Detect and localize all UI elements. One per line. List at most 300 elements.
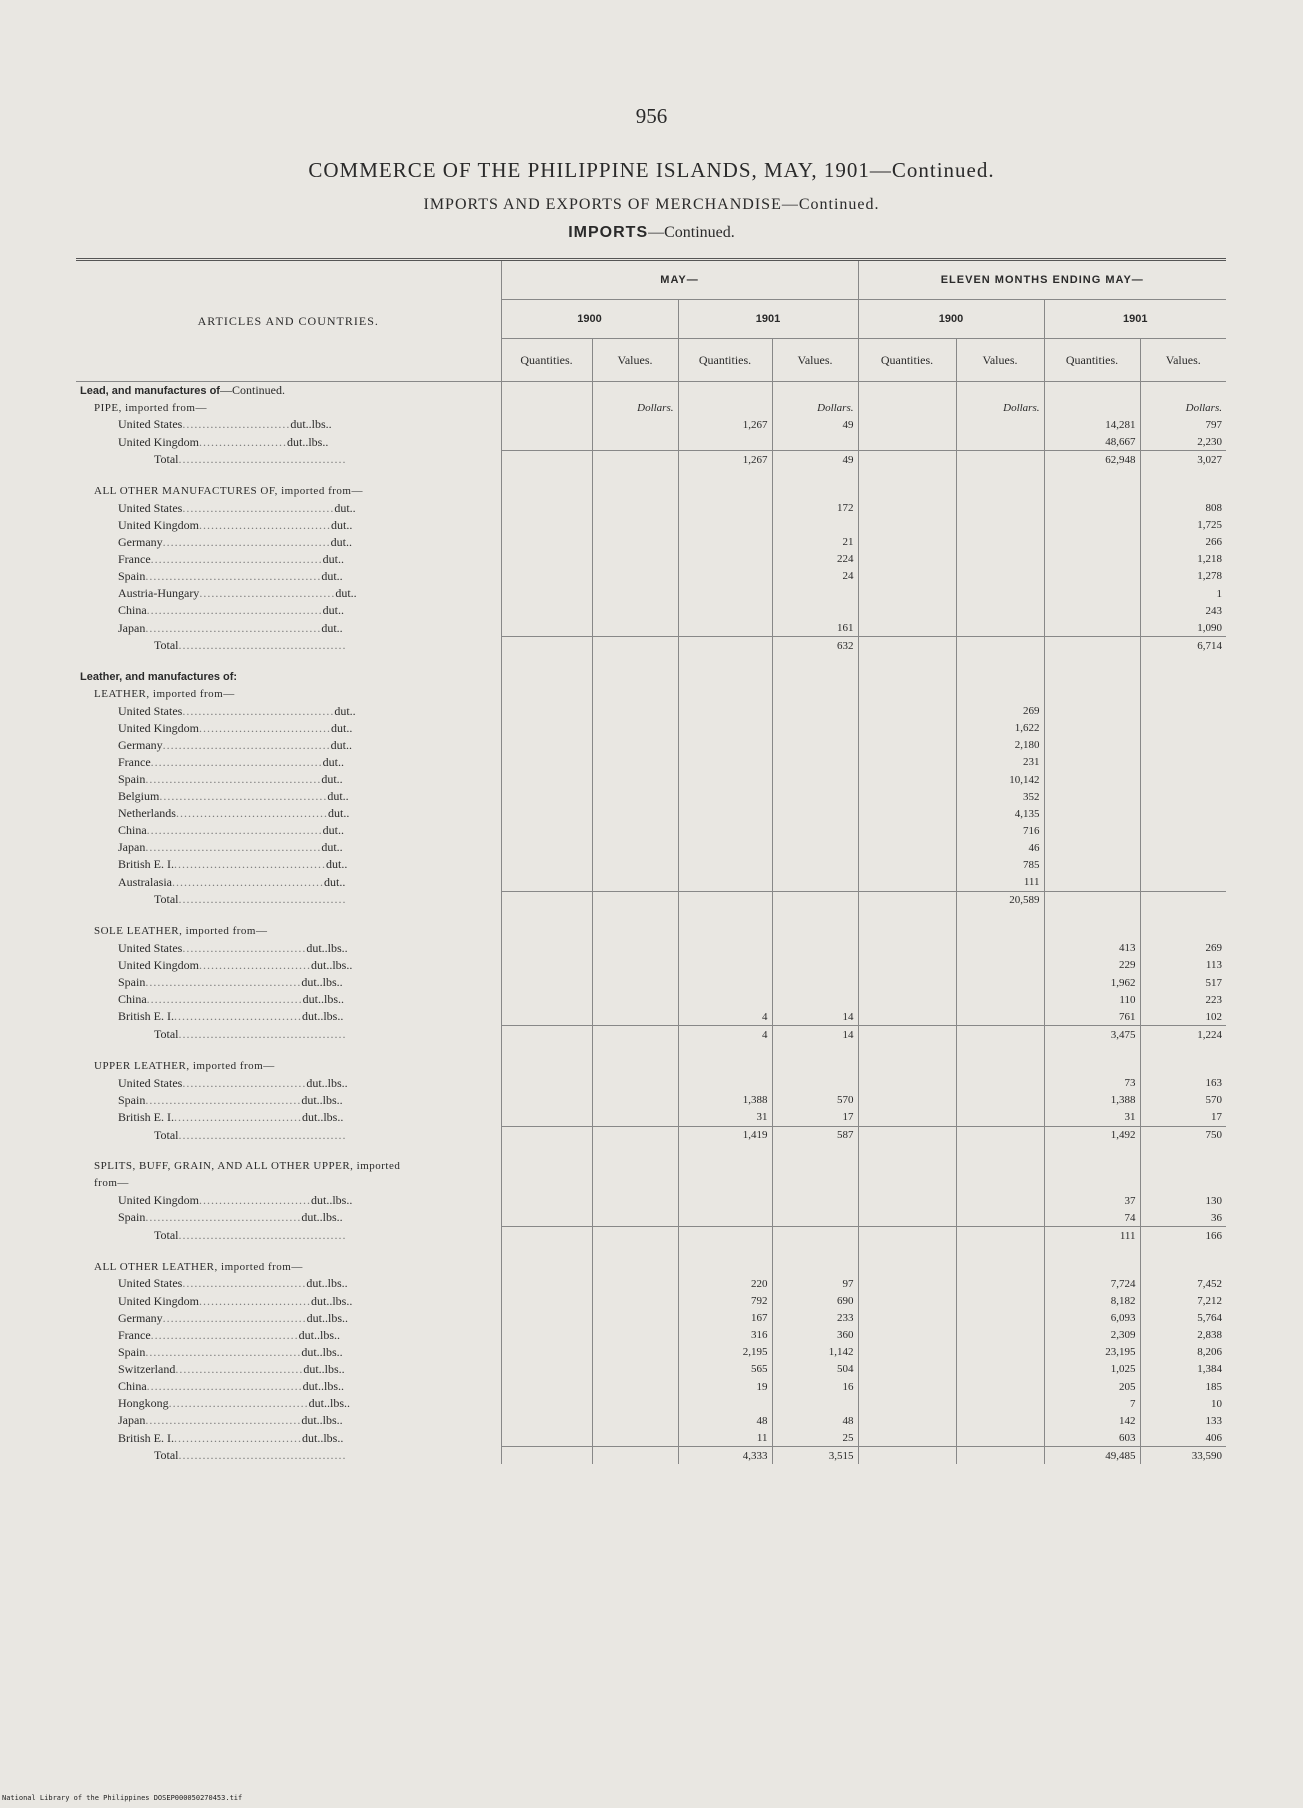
cell-eleven-1900-quantity [858, 788, 956, 805]
row-label-text: China [118, 992, 147, 1007]
row-label [76, 856, 501, 873]
cell-may-1900-value [592, 433, 678, 451]
cell-eleven-1901-value [1140, 856, 1226, 873]
cell-may-1900-quantity [501, 891, 592, 909]
cell-may-1901-value: 49 [772, 451, 858, 469]
header-may: MAY— [501, 261, 858, 300]
row-label [76, 957, 501, 974]
cell-eleven-1901-quantity [1044, 1158, 1140, 1175]
table-row [76, 451, 1226, 469]
cell-eleven-1900-value [956, 654, 1044, 668]
cell-may-1901-value: 172 [772, 500, 858, 517]
cell-eleven-1901-value: 185 [1205, 1380, 1222, 1393]
cell-may-1900-value [592, 382, 678, 400]
cell-may-1900-quantity [501, 602, 592, 619]
cell-may-1901-value [772, 788, 858, 805]
cell-eleven-1901-quantity: 49,485 [1044, 1447, 1140, 1465]
cell-eleven-1901-quantity [1044, 891, 1140, 909]
cell-may-1901-quantity [678, 517, 772, 534]
cell-may-1901-value [772, 1144, 858, 1158]
duty-unit: dut.. [322, 823, 345, 838]
leader-dots: ........................... [182, 417, 291, 432]
cell-eleven-1900-quantity [858, 1074, 956, 1091]
cell-eleven-1900-value [956, 534, 1044, 551]
row-label-text: ALL OTHER MANUFACTURES OF, imported from— [94, 485, 363, 498]
cell-may-1901-quantity [678, 534, 772, 551]
cell-eleven-1900-quantity [858, 1092, 956, 1109]
cell-eleven-1901-value: 266 [1205, 536, 1222, 549]
row-label [76, 551, 501, 568]
cell-eleven-1900-quantity [858, 1275, 956, 1292]
header-may-1901: 1901 [678, 300, 858, 339]
row-label [76, 399, 501, 416]
cell-may-1900-quantity [501, 1361, 592, 1378]
cell-may-1901-quantity [678, 619, 772, 637]
cell-eleven-1900-quantity [858, 500, 956, 517]
cell-eleven-1901-value: 113 [1205, 959, 1222, 972]
cell-eleven-1901-value [1140, 1057, 1226, 1074]
cell-eleven-1900-quantity [858, 822, 956, 839]
duty-unit: dut..lbs.. [302, 1009, 344, 1024]
row-label [76, 1126, 501, 1144]
cell-eleven-1901-value: 163 [1205, 1077, 1222, 1090]
cell-eleven-1900-quantity [858, 1412, 956, 1429]
row-label [76, 654, 501, 668]
cell-eleven-1900-value: Dollars. [956, 399, 1044, 416]
cell-eleven-1901-quantity: 31 [1044, 1109, 1140, 1127]
cell-eleven-1901-quantity [1044, 856, 1140, 873]
cell-may-1901-quantity [678, 923, 772, 940]
cell-may-1901-quantity [678, 754, 772, 771]
cell-eleven-1901-quantity [1044, 754, 1140, 771]
row-label-text: Austria-Hungary [118, 586, 200, 601]
duty-unit: dut..lbs.. [302, 1109, 344, 1124]
cell-eleven-1900-value: 352 [956, 788, 1044, 805]
cell-may-1900-quantity [501, 1327, 592, 1344]
cell-eleven-1900-value [956, 1293, 1044, 1310]
cell-eleven-1901-value [1140, 754, 1226, 771]
cell-eleven-1901-quantity: 205 [1044, 1378, 1140, 1395]
cell-eleven-1901-quantity [1044, 654, 1140, 668]
cell-eleven-1901-quantity: 1,962 [1044, 974, 1140, 991]
cell-eleven-1900-value [956, 991, 1044, 1008]
cell-eleven-1901-value [1140, 382, 1226, 400]
leader-dots: .......................................... [178, 1127, 347, 1142]
leader-dots: .......................................... [178, 1027, 347, 1042]
commerce-table [76, 261, 1226, 1464]
cell-may-1900-value [592, 1175, 678, 1192]
cell-may-1900-value [592, 1074, 678, 1091]
cell-eleven-1900-value [956, 1109, 1044, 1127]
table-row [76, 468, 1226, 482]
table-row [76, 1209, 1226, 1227]
cell-eleven-1901-value: 1,725 [1197, 519, 1222, 532]
table-row [76, 1092, 1226, 1109]
table-row [76, 602, 1226, 619]
cell-eleven-1901-quantity: 603 [1044, 1429, 1140, 1447]
cell-may-1900-quantity [501, 737, 592, 754]
cell-eleven-1900-value: 4,135 [956, 805, 1044, 822]
cell-may-1900-value [592, 1057, 678, 1074]
cell-eleven-1900-value [956, 451, 1044, 469]
row-label [76, 909, 501, 923]
cell-may-1900-value [592, 771, 678, 788]
cell-may-1901-value: 1,142 [772, 1344, 858, 1361]
cell-eleven-1900-quantity [858, 637, 956, 655]
row-label [76, 720, 501, 737]
row-label [76, 1158, 501, 1175]
cell-eleven-1900-value [956, 1429, 1044, 1447]
cell-eleven-1900-quantity [858, 585, 956, 602]
row-label [76, 668, 501, 685]
cell-may-1901-value [772, 856, 858, 873]
cell-may-1900-quantity [501, 382, 592, 400]
cell-may-1900-quantity [501, 416, 592, 433]
cell-may-1900-value [592, 1412, 678, 1429]
table-row [76, 1175, 1226, 1192]
cell-eleven-1901-quantity [1044, 382, 1140, 400]
cell-may-1900-quantity [501, 822, 592, 839]
cell-may-1901-value [772, 940, 858, 957]
cell-eleven-1900-value [956, 433, 1044, 451]
cell-may-1900-value: Dollars. [592, 399, 678, 416]
cell-eleven-1901-quantity [1044, 1258, 1140, 1275]
cell-may-1900-value [592, 1209, 678, 1227]
row-label [76, 703, 501, 720]
cell-eleven-1901-quantity: 761 [1044, 1008, 1140, 1026]
leader-dots: ................................ [175, 1361, 304, 1376]
cell-may-1900-quantity [501, 1258, 592, 1275]
cell-may-1900-quantity [501, 788, 592, 805]
cell-may-1901-value [772, 891, 858, 909]
cell-may-1900-quantity [501, 1126, 592, 1144]
cell-may-1901-quantity [678, 1074, 772, 1091]
cell-eleven-1900-quantity [858, 1429, 956, 1447]
cell-eleven-1901-value: 10 [1211, 1397, 1222, 1410]
table-row [76, 1192, 1226, 1209]
cell-may-1901-quantity [678, 602, 772, 619]
cell-may-1901-value [772, 1395, 858, 1412]
cell-may-1900-value [592, 923, 678, 940]
cell-eleven-1901-value: 7,452 [1197, 1277, 1222, 1290]
row-label [76, 1175, 501, 1192]
cell-eleven-1900-quantity [858, 482, 956, 499]
cell-eleven-1900-quantity [858, 737, 956, 754]
cell-eleven-1901-quantity [1044, 468, 1140, 482]
cell-eleven-1901-value [1140, 839, 1226, 856]
row-label [76, 686, 501, 703]
cell-may-1900-value [592, 416, 678, 433]
cell-eleven-1900-quantity [858, 451, 956, 469]
cell-eleven-1900-quantity [858, 551, 956, 568]
cell-may-1901-value [772, 654, 858, 668]
cell-eleven-1901-value: 223 [1205, 993, 1222, 1006]
cell-eleven-1900-value [956, 1258, 1044, 1275]
cell-eleven-1901-quantity [1044, 909, 1140, 923]
row-label-text: Total [154, 1228, 179, 1243]
duty-unit: dut.. [327, 789, 349, 804]
row-label [76, 585, 501, 602]
cell-may-1900-value [592, 1227, 678, 1245]
cell-eleven-1901-value: 130 [1205, 1194, 1222, 1207]
scan-footer: National Library of the Philippines DOSEP000050270453.tif [2, 1794, 243, 1802]
table-row [76, 551, 1226, 568]
duty-unit: dut.. [334, 703, 356, 718]
cell-may-1901-quantity [678, 1043, 772, 1057]
table-row [76, 891, 1226, 909]
cell-may-1901-value [772, 668, 858, 685]
row-label [76, 1144, 501, 1158]
cell-eleven-1900-quantity [858, 1109, 956, 1127]
cell-eleven-1901-quantity [1044, 686, 1140, 703]
cell-eleven-1900-value [956, 551, 1044, 568]
cell-eleven-1900-quantity [858, 1227, 956, 1245]
cell-may-1900-value [592, 619, 678, 637]
cell-eleven-1900-quantity [858, 517, 956, 534]
row-label-text: PIPE, imported from— [94, 401, 207, 414]
cell-may-1901-quantity [678, 468, 772, 482]
leader-dots: ............................... [182, 1075, 307, 1090]
cell-may-1900-quantity [501, 754, 592, 771]
row-label-text: Germany [118, 1310, 163, 1325]
leader-dots: ................................ [174, 1009, 302, 1024]
duty-unit: dut.. [321, 620, 343, 635]
table-row [76, 1043, 1226, 1057]
cell-may-1901-quantity: 167 [678, 1310, 772, 1327]
cell-eleven-1900-quantity [858, 974, 956, 991]
cell-may-1901-quantity [678, 957, 772, 974]
cell-may-1901-value: 224 [772, 551, 858, 568]
cell-may-1900-quantity [501, 1293, 592, 1310]
cell-may-1901-value [772, 754, 858, 771]
cell-eleven-1900-value: 10,142 [956, 771, 1044, 788]
row-label [76, 737, 501, 754]
cell-eleven-1901-quantity: 6,093 [1044, 1310, 1140, 1327]
cell-eleven-1901-quantity [1044, 534, 1140, 551]
cell-may-1901-quantity [678, 551, 772, 568]
cell-may-1900-value [592, 1092, 678, 1109]
cell-may-1900-quantity [501, 1109, 592, 1127]
page-title: COMMERCE OF THE PHILIPPINE ISLANDS, MAY, 1901—Continued. [308, 158, 995, 182]
cell-may-1901-quantity [678, 1244, 772, 1258]
cell-eleven-1900-quantity [858, 1126, 956, 1144]
cell-may-1901-value: 24 [772, 568, 858, 585]
cell-may-1901-quantity [678, 433, 772, 451]
cell-eleven-1900-quantity [858, 1258, 956, 1275]
cell-eleven-1901-value: 1,384 [1197, 1363, 1222, 1376]
cell-may-1901-quantity [678, 399, 772, 416]
cell-may-1901-value: 587 [772, 1126, 858, 1144]
cell-may-1901-value [772, 433, 858, 451]
cell-may-1900-quantity [501, 940, 592, 957]
cell-eleven-1900-value [956, 1074, 1044, 1091]
leader-dots: ................................. [199, 720, 331, 735]
cell-may-1901-value [772, 602, 858, 619]
cell-eleven-1901-value: 5,764 [1197, 1312, 1222, 1325]
leader-dots: ................................... [168, 1396, 309, 1411]
cell-may-1901-value [772, 771, 858, 788]
table-row [76, 1144, 1226, 1158]
leader-dots: .......................................... [159, 789, 328, 804]
cell-eleven-1901-value [1140, 874, 1226, 892]
row-label [76, 1057, 501, 1074]
cell-may-1900-quantity [501, 1429, 592, 1447]
row-label-text: UPPER LEATHER, imported from— [94, 1059, 275, 1072]
cell-may-1900-value [592, 1395, 678, 1412]
cell-eleven-1900-quantity [858, 940, 956, 957]
cell-may-1901-value [772, 1175, 858, 1192]
header-quantities: Quantities. [678, 339, 772, 382]
table-row [76, 874, 1226, 892]
header-values: Values. [956, 339, 1044, 382]
row-label-text: SOLE LEATHER, imported from— [94, 925, 268, 938]
cell-eleven-1900-value [956, 468, 1044, 482]
cell-may-1901-value: 16 [772, 1378, 858, 1395]
cell-eleven-1900-quantity [858, 1378, 956, 1395]
cell-may-1900-value [592, 654, 678, 668]
row-label-text: Total [154, 892, 179, 907]
cell-may-1900-quantity [501, 1412, 592, 1429]
cell-eleven-1901-value: 1 [1216, 587, 1222, 600]
duty-unit: dut..lbs.. [287, 434, 329, 449]
leader-dots: .......................................... [178, 892, 347, 907]
leader-dots: .......................................... [162, 737, 331, 752]
cell-may-1900-quantity [501, 517, 592, 534]
cell-may-1901-quantity [678, 737, 772, 754]
cell-eleven-1901-value: 3,027 [1140, 451, 1226, 469]
cell-eleven-1900-value [956, 1209, 1044, 1227]
cell-eleven-1901-quantity: 7 [1044, 1395, 1140, 1412]
row-label [76, 891, 501, 909]
cell-eleven-1901-value [1140, 686, 1226, 703]
leader-dots: ..................................... [150, 1327, 299, 1342]
duty-unit: dut..lbs.. [301, 1344, 343, 1359]
table-row [76, 703, 1226, 720]
cell-may-1900-value [592, 856, 678, 873]
cell-eleven-1901-value: 570 [1205, 1094, 1222, 1107]
cell-may-1901-quantity [678, 1144, 772, 1158]
page-subtitle: IMPORTS AND EXPORTS OF MERCHANDISE—Continued. [423, 196, 880, 213]
duty-unit: dut.. [322, 603, 345, 618]
cell-may-1901-quantity [678, 891, 772, 909]
duty-unit: dut..lbs.. [303, 1361, 345, 1376]
duty-unit: dut..lbs.. [311, 957, 353, 972]
cell-eleven-1901-value [1140, 1043, 1226, 1057]
row-label [76, 1429, 501, 1447]
cell-eleven-1900-value [956, 416, 1044, 433]
cell-may-1901-quantity: 31 [678, 1109, 772, 1127]
row-label [76, 1244, 501, 1258]
cell-may-1901-quantity [678, 482, 772, 499]
cell-may-1900-value [592, 1310, 678, 1327]
header-eleven-1901: 1901 [1044, 300, 1226, 339]
cell-may-1900-quantity [501, 1244, 592, 1258]
cell-eleven-1900-quantity [858, 805, 956, 822]
cell-eleven-1901-quantity [1044, 788, 1140, 805]
row-label [76, 923, 501, 940]
row-label [76, 1395, 501, 1412]
row-label [76, 1227, 501, 1245]
cell-eleven-1901-quantity: 23,195 [1044, 1344, 1140, 1361]
cell-eleven-1900-value [956, 1227, 1044, 1245]
cell-eleven-1901-quantity: 1,025 [1044, 1361, 1140, 1378]
cell-eleven-1901-value: 750 [1140, 1126, 1226, 1144]
cell-may-1901-quantity: 4 [678, 1008, 772, 1026]
cell-eleven-1900-value [956, 1244, 1044, 1258]
cell-may-1900-quantity [501, 805, 592, 822]
cell-may-1900-value [592, 1429, 678, 1447]
cell-may-1901-quantity [678, 974, 772, 991]
leader-dots: ................................ [174, 1430, 302, 1445]
cell-eleven-1900-quantity [858, 1293, 956, 1310]
cell-eleven-1901-quantity: 110 [1044, 991, 1140, 1008]
cell-may-1900-quantity [501, 1092, 592, 1109]
table-row [76, 1361, 1226, 1378]
leader-dots: .......................................... [162, 534, 331, 549]
cell-eleven-1901-value: 406 [1205, 1431, 1222, 1444]
cell-eleven-1900-value [956, 1447, 1044, 1465]
row-label-text: United States [118, 1276, 183, 1291]
cell-may-1901-value: 690 [772, 1293, 858, 1310]
cell-eleven-1901-value: 6,714 [1140, 637, 1226, 655]
cell-may-1900-quantity [501, 399, 592, 416]
cell-may-1901-value [772, 909, 858, 923]
cell-eleven-1901-value [1140, 891, 1226, 909]
cell-eleven-1900-value [956, 619, 1044, 637]
duty-unit: dut.. [334, 500, 356, 515]
row-label [76, 1293, 501, 1310]
duty-unit: dut..lbs.. [311, 1293, 353, 1308]
row-label [76, 1074, 501, 1091]
leader-dots: ............................ [199, 1293, 311, 1308]
row-label [76, 991, 501, 1008]
cell-may-1900-value [592, 874, 678, 892]
cell-eleven-1900-quantity [858, 1395, 956, 1412]
row-label-text: United Kingdom [118, 1293, 199, 1308]
cell-may-1900-value [592, 1109, 678, 1127]
table-row [76, 1057, 1226, 1074]
cell-may-1900-value [592, 482, 678, 499]
row-label-text: Switzerland [118, 1361, 176, 1376]
leader-dots: ............................................ [146, 603, 323, 618]
row-label-text: China [118, 823, 147, 838]
leader-dots: ................................. [199, 517, 331, 532]
cell-eleven-1900-quantity [858, 703, 956, 720]
cell-may-1900-quantity [501, 551, 592, 568]
cell-may-1900-quantity [501, 874, 592, 892]
cell-may-1901-value: 360 [772, 1327, 858, 1344]
row-label-text: Total [154, 638, 179, 653]
row-label [76, 500, 501, 517]
duty-unit: dut.. [331, 720, 353, 735]
cell-eleven-1901-quantity [1044, 482, 1140, 499]
cell-may-1901-quantity [678, 654, 772, 668]
cell-may-1901-quantity: 48 [678, 1412, 772, 1429]
table-row [76, 805, 1226, 822]
cell-eleven-1900-value [956, 1310, 1044, 1327]
cell-may-1900-quantity [501, 686, 592, 703]
section-heading [0, 224, 1303, 242]
row-label-text: Germany [118, 534, 163, 549]
table-row [76, 382, 1226, 400]
cell-may-1900-value [592, 957, 678, 974]
cell-eleven-1901-value [1140, 720, 1226, 737]
cell-may-1900-quantity [501, 637, 592, 655]
cell-eleven-1900-quantity [858, 1447, 956, 1465]
cell-eleven-1900-value [956, 382, 1044, 400]
cell-may-1900-value [592, 1026, 678, 1044]
cell-may-1901-quantity [678, 568, 772, 585]
